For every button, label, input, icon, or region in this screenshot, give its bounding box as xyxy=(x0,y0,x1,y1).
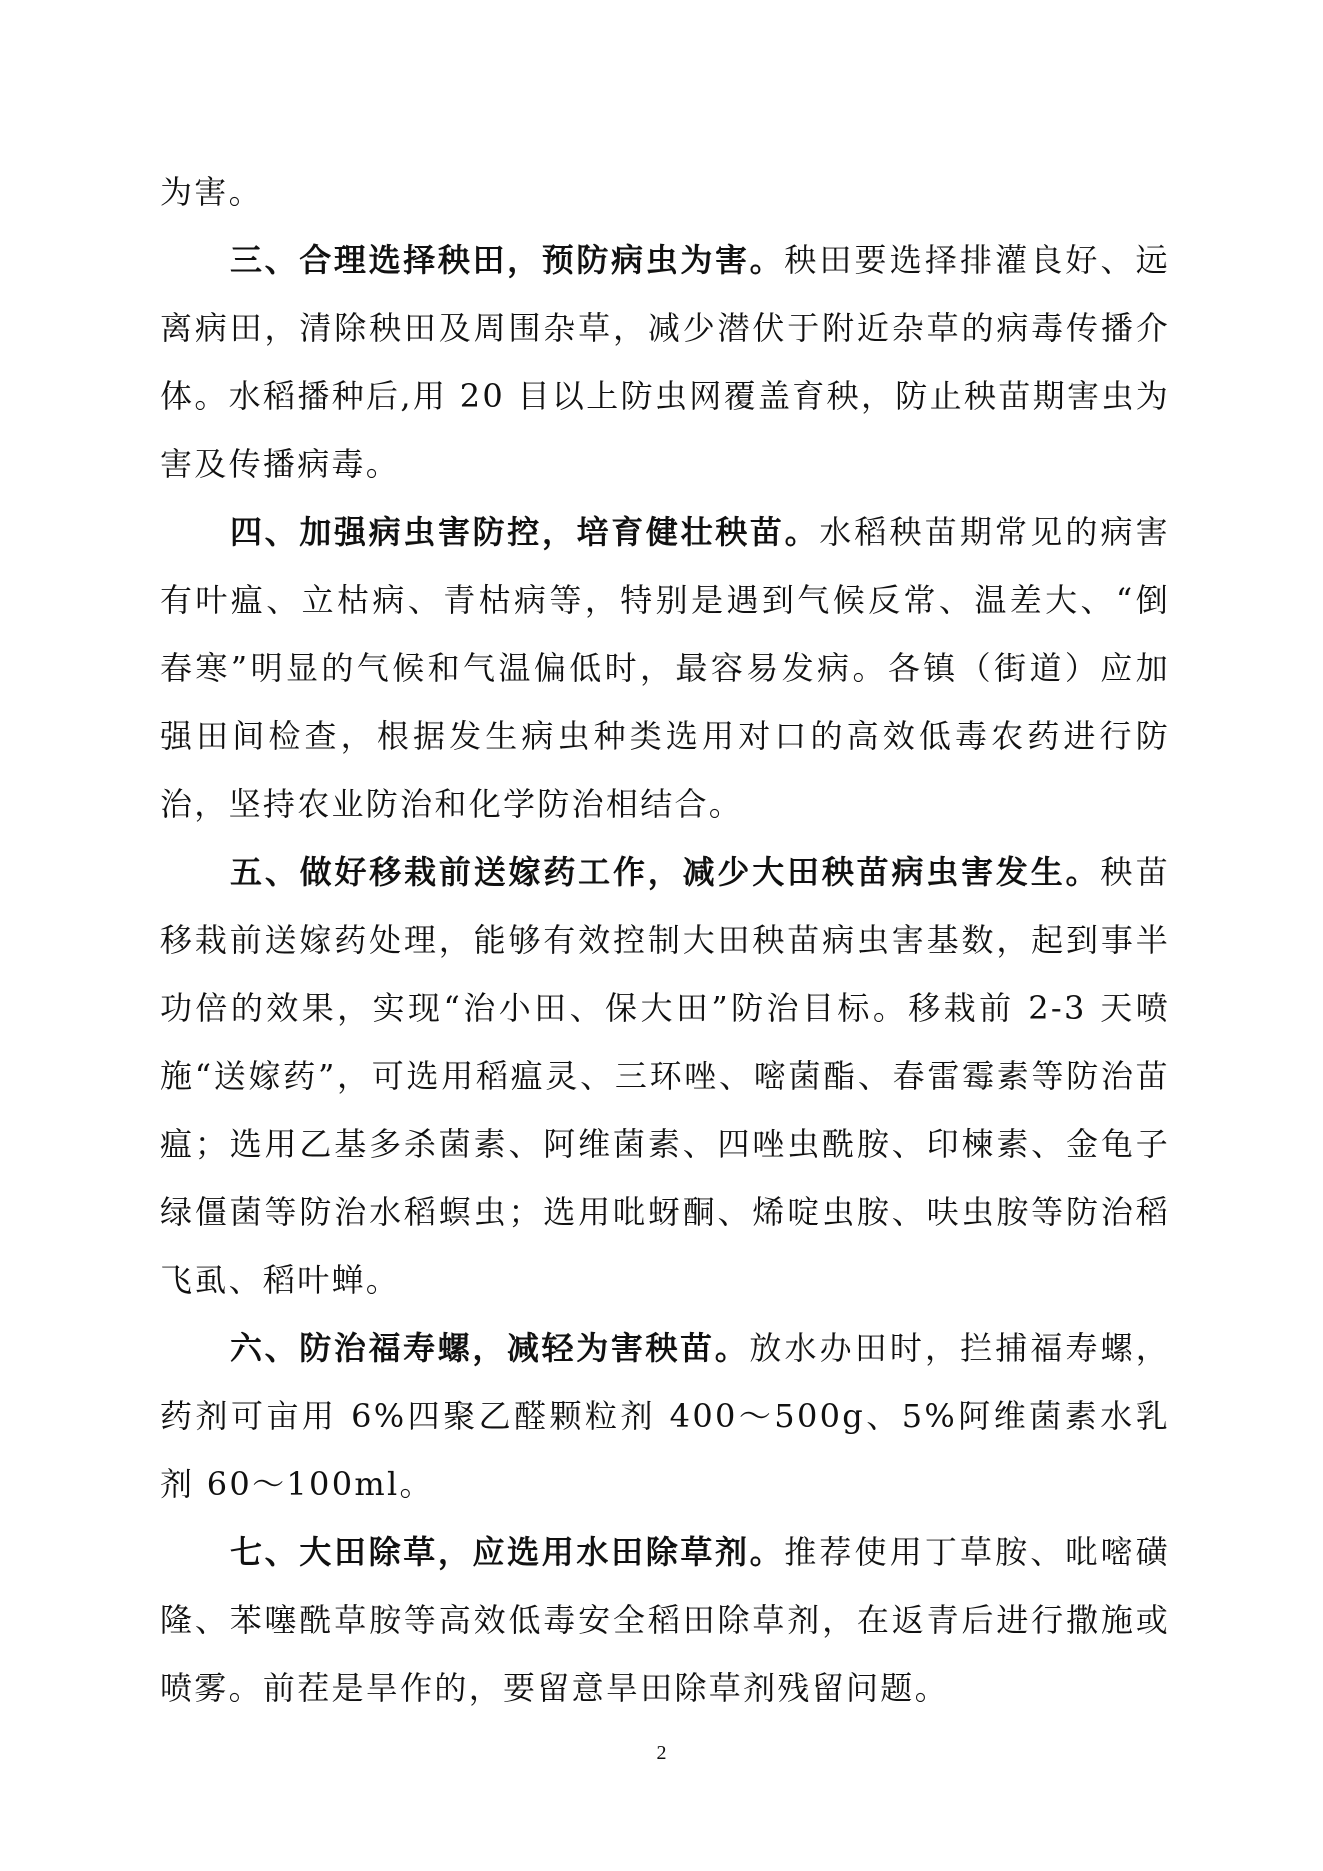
section-body: 秧苗移栽前送嫁药处理，能够有效控制大田秧苗病虫害基数，起到事半功倍的效果，实现“治小田、保大田”防治目标。移栽前 2-3 天喷施“送嫁药”，可选用稻瘟灵、三环唑、嘧菌酯、春雷霉素等防治苗瘟；选用乙基多杀菌素、阿维菌素、四唑虫酰胺、印楝素、金龟子绿僵菌等防治水稻螟虫；选用吡蚜酮、烯啶虫胺、呋虫胺等防治稻飞虱、稻叶蝉。 xyxy=(160,853,1170,1299)
page-number: 2 xyxy=(656,1742,667,1764)
section-paragraph xyxy=(160,1314,1170,1518)
section-paragraph xyxy=(160,498,1170,838)
section-body: 秧田要选择排灌良好、远离病田，清除秧田及周围杂草，减少潜伏于附近杂草的病毒传播介体。水稻播种后,用 20 目以上防虫网覆盖育秧，防止秧苗期害虫为害及传播病毒。 xyxy=(160,241,1170,483)
section-heading: 五、做好移栽前送嫁药工作，减少大田秧苗病虫害发生。 xyxy=(230,853,1101,891)
section-body: 推荐使用丁草胺、吡嘧磺隆、苯噻酰草胺等高效低毒安全稻田除草剂，在返青后进行撒施或喷雾。前茬是旱作的，要留意旱田除草剂残留问题。 xyxy=(160,1533,1170,1707)
section-paragraph xyxy=(160,838,1170,1314)
section-paragraph xyxy=(160,226,1170,498)
section-heading: 七、大田除草，应选用水田除草剂。 xyxy=(230,1533,785,1571)
section-body: 水稻秧苗期常见的病害有叶瘟、立枯病、青枯病等，特别是遇到气候反常、温差大、“倒春寒”明显的气候和气温偏低时，最容易发病。各镇（街道）应加强田间检查，根据发生病虫种类选用对口的高效低毒农药进行防治，坚持农业防治和化学防治相结合。 xyxy=(160,513,1170,823)
continuation-paragraph xyxy=(160,158,1170,226)
continuation-text: 为害。 xyxy=(160,173,263,211)
section-heading: 三、合理选择秧田，预防病虫为害。 xyxy=(230,241,785,279)
document-page xyxy=(160,158,1170,1722)
section-heading: 六、防治福寿螺，减轻为害秧苗。 xyxy=(230,1329,750,1367)
section-heading: 四、加强病虫害防控，培育健壮秧苗。 xyxy=(230,513,820,551)
section-body: 放水办田时，拦捕福寿螺，药剂可亩用 6%四聚乙醛颗粒剂 400～500g、5%阿维菌素水乳剂 60～100ml。 xyxy=(160,1329,1170,1503)
section-paragraph xyxy=(160,1518,1170,1722)
